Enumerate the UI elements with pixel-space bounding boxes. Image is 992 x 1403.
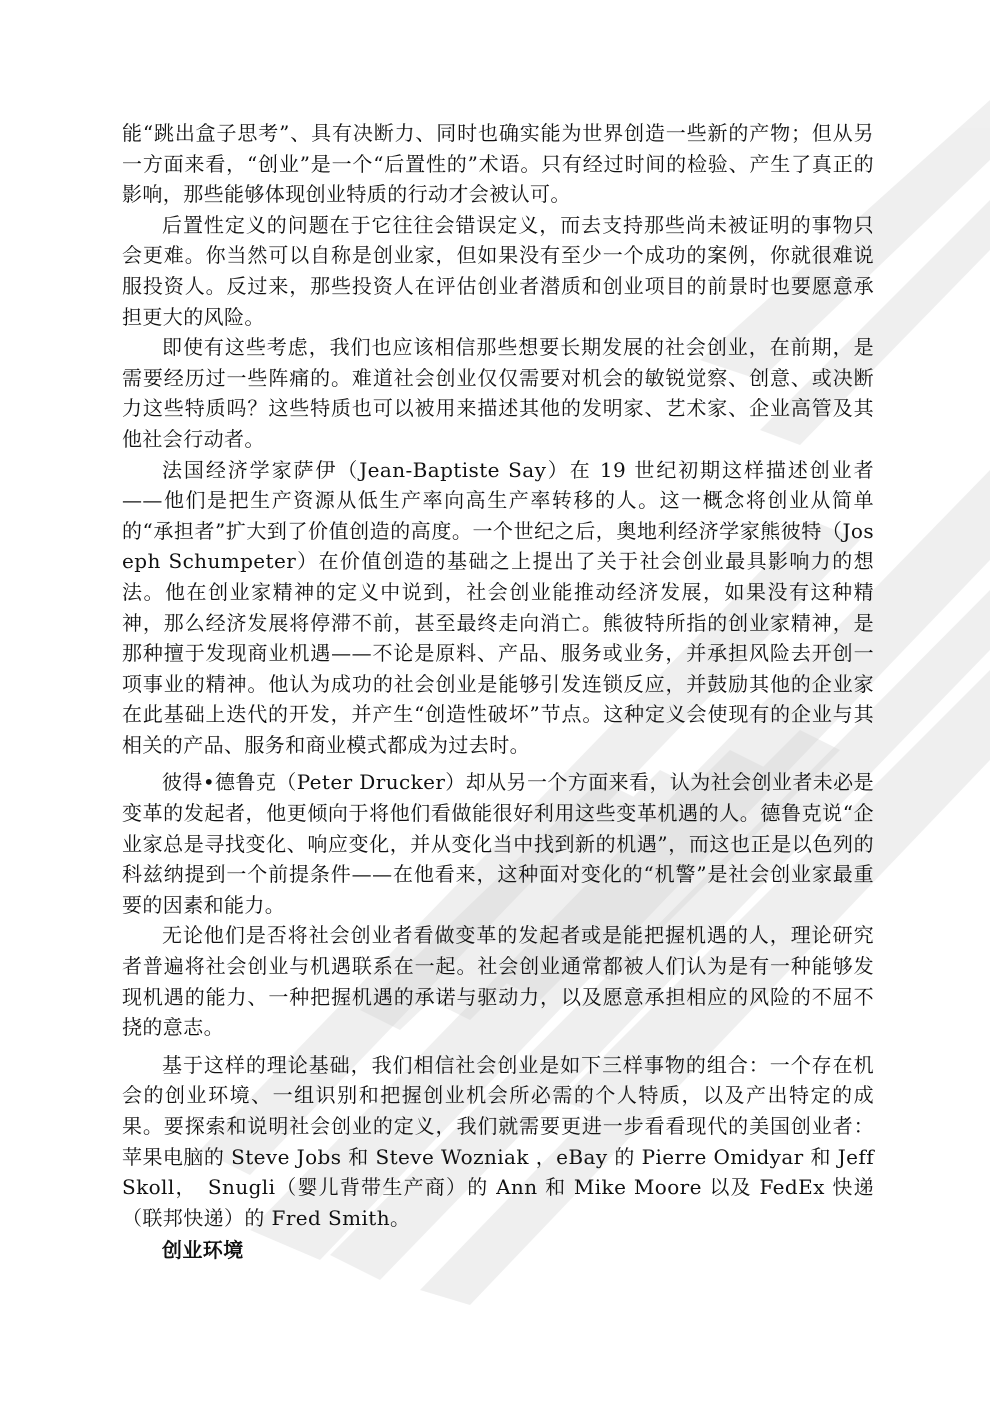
paragraph: 无论他们是否将社会创业者看做变革的发起者或是能把握机遇的人，理论研究者普遍将社会创业与机遇联系在一起。社会创业通常都被人们认为是有一种能够发现机遇的能力、一种把握机遇的承诺与驱动力，以及愿意承担相应的风险的不屈不挠的意志。: [122, 923, 874, 1040]
paragraph: 后置性定义的问题在于它往往会错误定义，而去支持那些尚未被证明的事物只会更难。你当然可以自称是创业家，但如果没有至少一个成功的案例，你就很难说服投资人。反过来，那些投资人在评估创业者潜质和创业项目的前景时也要愿意承担更大的风险。: [122, 212, 874, 329]
paragraph: 基于这样的理论基础，我们相信社会创业是如下三样事物的组合：一个存在机会的创业环境、一组识别和把握创业机会所必需的个人特质，以及产出特定的成果。要探索和说明社会创业的定义，我们就需要更进一步看看现代的美国创业者：苹果电脑的 Steve Jobs 和 Steve Wozniak ，eBay 的 Pierre Omidyar 和 Jeff Skoll， Snugli（婴儿背带生产商）的 Ann 和 Mike Moore 以及 FedEx 快递（联邦快递）的 Fred Smith。: [122, 1052, 874, 1230]
paragraph: 即使有这些考虑，我们也应该相信那些想要长期发展的社会创业，在前期，是需要经历过一些阵痛的。难道社会创业仅仅需要对机会的敏锐觉察、创意、或决断力这些特质吗？这些特质也可以被用来描述其他的发明家、艺术家、企业高管及其他社会行动者。: [122, 335, 874, 451]
paragraph: 彼得•德鲁克（Peter Drucker）却从另一个方面来看，认为社会创业者未必是变革的发起者，他更倾向于将他们看做能很好利用这些变革机遇的人。德鲁克说“企业家总是寻找变化、响应变化，并从变化当中找到新的机遇”，而这也正是以色列的科兹纳提到一个前提条件——在他看来，这种面对变化的“机警”是社会创业家最重要的因素和能力。: [122, 770, 874, 917]
document-body: [122, 118, 874, 1265]
paragraph: 能“跳出盒子思考”、具有决断力、同时也确实能为世界创造一些新的产物；但从另一方面来看，“创业”是一个“后置性的”术语。只有经过时间的检验、产生了真正的影响，那些能够体现创业特质的行动才会被认可。: [122, 121, 874, 207]
paragraph: 法国经济学家萨伊（Jean-Baptiste Say）在 19 世纪初期这样描述创业者——他们是把生产资源从低生产率向高生产率转移的人。这一概念将创业从简单的“承担者”扩大到了价值创造的高度。一个世纪之后，奥地利经济学家熊彼特（Joseph Schumpeter）在价值创造的基础之上提出了关于社会创业最具影响力的想法。他在创业家精神的定义中说到，社会创业能推动经济发展，如果没有这种精神，那么经济发展将停滞不前，甚至最终走向消亡。熊彼特所指的创业家精神，是那种擅于发现商业机遇——不论是原料、产品、服务或业务，并承担风险去开创一项事业的精神。他认为成功的社会创业是能够引发连锁反应，并鼓励其他的企业家在此基础上迭代的开发，并产生“创造性破坏”节点。这种定义会使现有的企业与其相关的产品、服务和商业模式都成为过去时。: [122, 457, 874, 757]
section-heading: 创业环境: [162, 1238, 244, 1263]
